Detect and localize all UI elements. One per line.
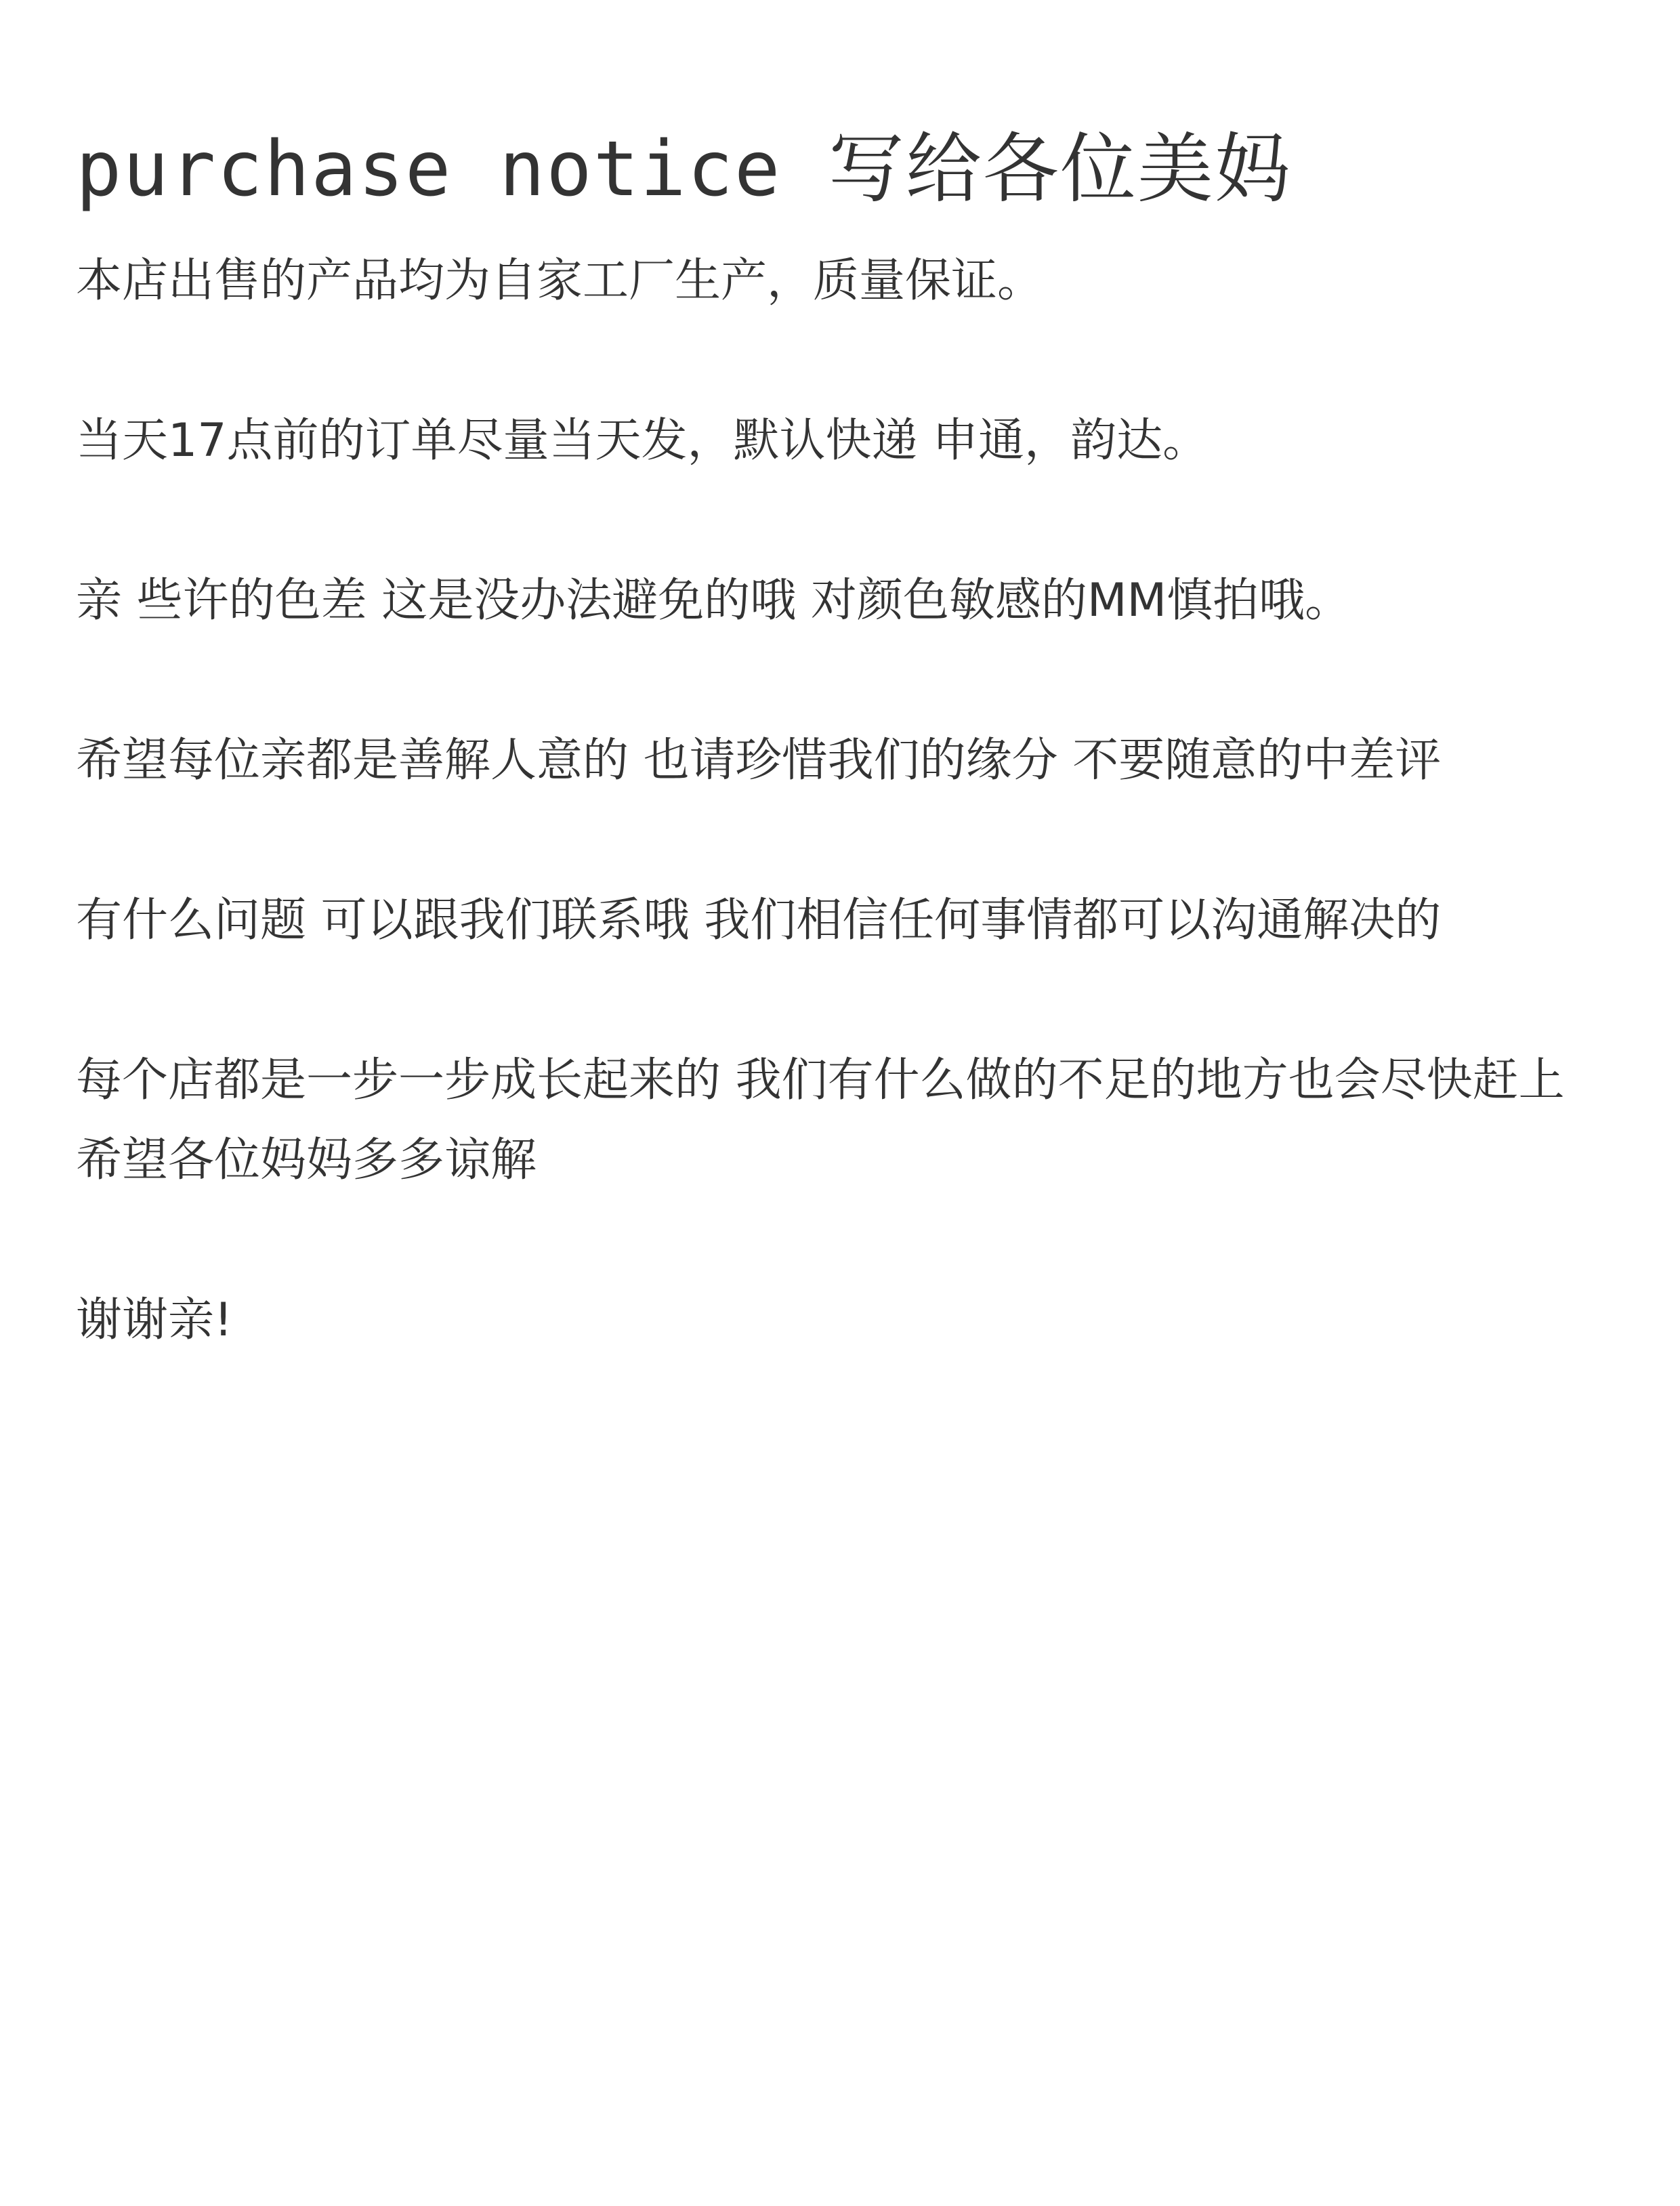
notice-color-difference: 亲 些许的色差 这是没办法避免的哦 对颜色敏感的MM慎拍哦。: [76, 574, 1351, 627]
notice-reviews: 希望每位亲都是善解人意的 也请珍惜我们的缘分 不要随意的中差评: [76, 734, 1442, 787]
notice-contact: 有什么问题 可以跟我们联系哦 我们相信任何事情都可以沟通解决的: [76, 894, 1442, 947]
notice-improvement: 每个店都是一步一步成长起来的 我们有什么做的不足的地方也会尽快赶上 希望各位妈妈多多谅解: [76, 1054, 1565, 1187]
notice-quality: 本店出售的产品均为自家工厂生产，质量保证。: [76, 254, 1044, 308]
notice-document: [76, 122, 1607, 1360]
notice-thanks: 谢谢亲!: [76, 1293, 233, 1347]
notice-shipping: 当天17点前的订单尽量当天发，默认快递 申通，韵达。: [76, 414, 1209, 467]
page-title: purchase notice 写给各位美妈: [76, 125, 1292, 213]
